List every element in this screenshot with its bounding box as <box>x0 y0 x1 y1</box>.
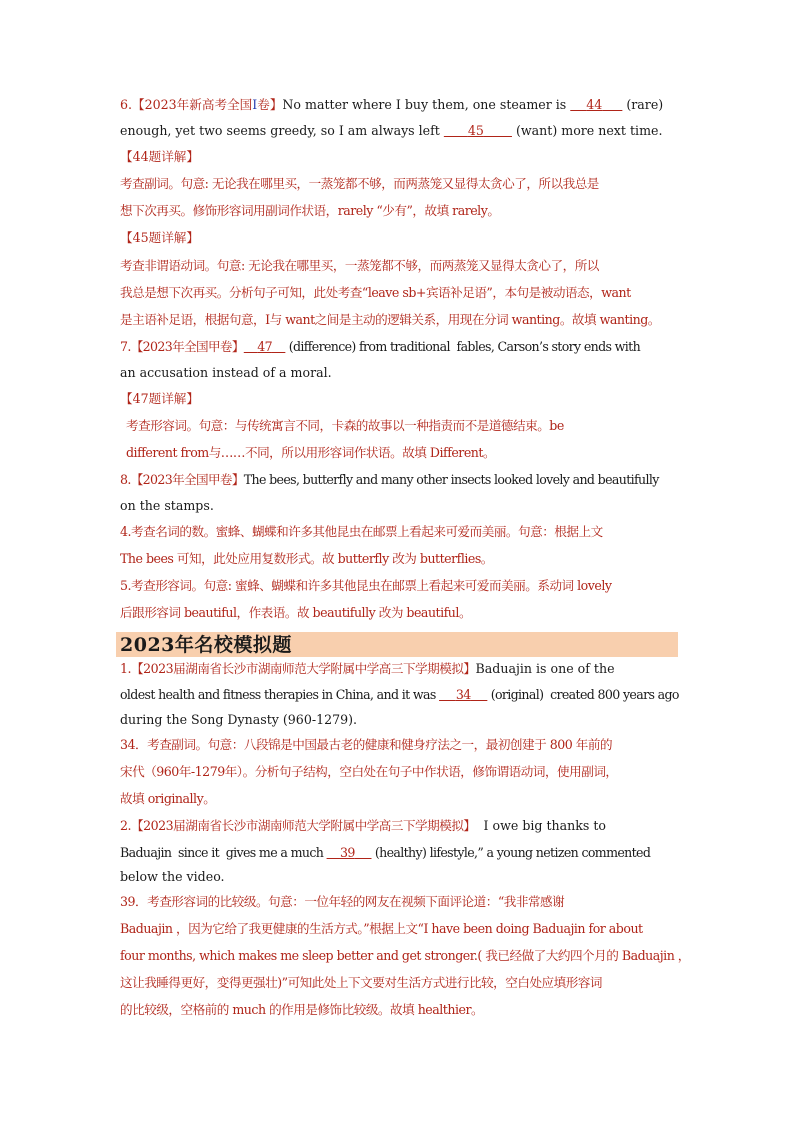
q8-source: 8.【2023年全国甲卷】 <box>120 472 244 487</box>
answer-34-line-1: 34．考查副词。句意：八段锦是中国最古老的健康和健身疗法之一，最初创建于 800 年前的 <box>120 737 613 752</box>
mock-q2-line-2: Baduajin since it gives me a much 39 (healthy) lifestyle,” a young netizen commented <box>120 845 651 860</box>
q8-line-2: on the stamps. <box>120 498 214 513</box>
mock-q2-line-3: below the video. <box>120 869 225 884</box>
answer-39-line-5: 的比较级，空格前的 much 的作用是修饰比较级。故填 healthier。 <box>120 1002 484 1017</box>
roman-numeral: Ⅰ <box>252 97 258 112</box>
answer-39-line-1: 39．考查形容词的比较级。句意：一位年轻的网友在视频下面评论道：“我非常感谢 <box>120 894 565 909</box>
detail-45-header: 【45题详解】 <box>120 230 199 245</box>
answer-34-line-2: 宋代（960年-1279年）。分析句子结构，空白处在句子中作状语，修饰谓语动词，使用副词， <box>120 764 618 779</box>
blank-44: 44 <box>586 97 603 112</box>
mock-q1-line-1: 1.【2023届湖南省长沙市湖南师范大学附属中学高三下学期模拟】Baduajin is one of the <box>120 661 615 676</box>
detail-47-line-1: 考查形容词。句意：与传统寓言不同，卡森的故事以一种指责而不是道德结束。be <box>126 418 564 433</box>
q7-line-1: 7.【2023年全国甲卷】 47 (difference) from traditional fables, Carson’s story ends with <box>120 339 641 354</box>
q7-source: 7.【2023年全国甲卷】 <box>120 339 244 354</box>
detail-45-line-1: 考查非谓语动词。句意: 无论我在哪里买，一蒸笼都不够，而两蒸笼又显得太贪心了，所以 <box>120 258 599 273</box>
section-title: 2023年名校模拟题 <box>120 634 292 656</box>
q6-line-2: enough, yet two seems greedy, so I am always left 45 (want) more next time. <box>120 123 663 138</box>
mock-q2-source: 2.【2023届湖南省长沙市湖南师范大学附属中学高三下学期模拟】 <box>120 818 476 833</box>
blank-39: 39 <box>339 845 355 860</box>
q7-line-2: an accusation instead of a moral. <box>120 365 332 380</box>
detail-45-line-3: 是主语补足语，根据句意，I与 want之间是主动的逻辑关系，用现在分词 wanting。故填 wanting。 <box>120 312 660 327</box>
explain-5-line-2: 后跟形容词 beautiful，作表语。故 beautifully 改为 beautiful。 <box>120 605 472 620</box>
answer-39-line-4: 这让我睡得更好，变得更强壮)”可知此处上下文要对生活方式进行比较，空白处应填形容词 <box>120 975 603 990</box>
mock-q1-line-3: during the Song Dynasty (960-1279). <box>120 712 358 727</box>
explain-5-line-1: 5.考查形容词。句意: 蜜蜂、蝴蝶和许多其他昆虫在邮票上看起来可爱而美丽。系动词 lovely <box>120 578 612 593</box>
answer-34-line-3: 故填 originally。 <box>120 791 216 806</box>
detail-45-line-2: 我总是想下次再买。分析句子可知，此处考查“leave sb+宾语补足语”，本句是被动语态，want <box>120 285 631 300</box>
blank-47: 47 <box>257 339 272 354</box>
detail-44-line-1: 考查副词。句意: 无论我在哪里买，一蒸笼都不够，而两蒸笼又显得太贪心了，所以我总是 <box>120 176 599 191</box>
q6-line-1: 6.【2023年新高考全国Ⅰ卷】No matter where I buy them, one steamer is 44 (rare) <box>120 97 664 112</box>
mock-q1-source: 1.【2023届湖南省长沙市湖南师范大学附属中学高三下学期模拟】 <box>120 661 476 676</box>
detail-44-line-2: 想下次再买。修饰形容词用副词作状语，rarely “少有”，故填 rarely。 <box>120 203 500 218</box>
mock-q1-line-2: oldest health and fitness therapies in China, and it was 34 (original) created 800 years ago <box>120 687 679 702</box>
answer-39-line-3: four months, which makes me sleep better and get stronger.( 我已经做了大约四个月的 Baduajin ， <box>120 948 690 963</box>
mock-q2-line-1: 2.【2023届湖南省长沙市湖南师范大学附属中学高三下学期模拟】 I owe big thanks to <box>120 818 607 833</box>
detail-47-header: 【47题详解】 <box>120 391 199 406</box>
blank-45: 45 <box>467 123 484 138</box>
explain-4-line-2: The bees 可知，此处应用复数形式。故 butterfly 改为 butterflies。 <box>120 551 493 566</box>
answer-39-line-2: Baduajin ，因为它给了我更健康的生活方式。”根据上文“I have been doing Baduajin for about <box>120 921 643 936</box>
detail-47-line-2: different from与……不同，所以用形容词作状语。故填 Different。 <box>126 445 496 460</box>
q8-line-1: 8.【2023年全国甲卷】The bees, butterfly and many other insects looked lovely and beautifully <box>120 472 659 487</box>
detail-44-header: 【44题详解】 <box>120 149 199 164</box>
blank-34: 34 <box>455 687 471 702</box>
explain-4-line-1: 4.考查名词的数。蜜蜂、蝴蝶和许多其他昆虫在邮票上看起来可爱而美丽。句意：根据上文 <box>120 524 603 539</box>
q6-source: 6.【2023年新高考全国Ⅰ卷】 <box>120 97 283 112</box>
